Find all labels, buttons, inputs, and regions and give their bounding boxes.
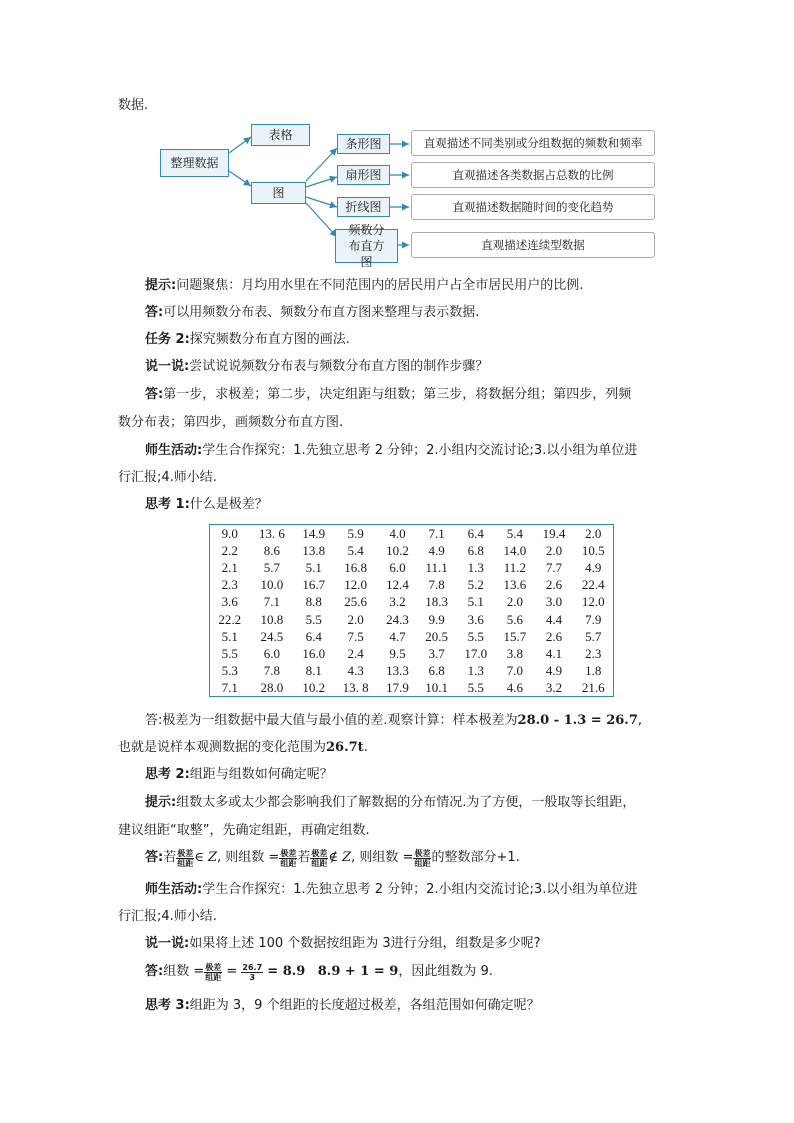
answer-label: 答: [145, 305, 164, 320]
fraction-denominator-2: 组距 [280, 858, 297, 868]
range-answer-line1 [145, 711, 642, 731]
table-cell: 5.5 [467, 628, 484, 644]
table-row [210, 593, 614, 610]
table-cell: 4.6 [506, 679, 523, 695]
hint2-line2: 建议组距“取整”，先确定组距，再确定组数. [118, 823, 370, 838]
diagram-type-bar: 条形图 [337, 134, 390, 154]
diagram-desc-bar: 直观描述不同类别或分组数据的频数和频率 [411, 130, 655, 156]
diagram-type-histogram: 频数分布直方图 [335, 229, 398, 263]
range-over-width-fraction-2 [279, 849, 297, 868]
table-cell: 2.0 [506, 594, 523, 610]
table-cell: 5.7 [585, 628, 602, 644]
table-cell: 12.0 [581, 594, 605, 610]
table-cell: 3.6 [467, 611, 484, 627]
table-cell: 4.7 [389, 628, 406, 644]
rule-comma: , [217, 850, 222, 865]
table-cell: 6.0 [389, 560, 406, 576]
table-cell: 7.8 [428, 577, 445, 593]
table-cell: 12.4 [386, 577, 409, 593]
range-value: 26.7t [326, 740, 364, 755]
table-cell: 10.2 [386, 543, 409, 559]
intro-fragment: 数据. [118, 98, 149, 113]
table-cell: 20.5 [425, 628, 448, 644]
table-cell: 17.0 [464, 645, 488, 661]
think2-text: 组距与组数如何确定呢？ [189, 767, 333, 782]
answer-paragraph [145, 303, 479, 323]
think3-label: 思考 3: [145, 998, 190, 1013]
table-cell: 7.0 [506, 662, 523, 678]
hint-text: 问题聚焦：月均用水里在不同范围内的居民用户占全市居民用户的比例. [176, 278, 584, 293]
table-cell: 6.4 [467, 526, 484, 542]
rule-then: 则组数 = [225, 850, 280, 865]
fraction-numerator-4: 极差 [414, 848, 431, 858]
think1-paragraph [145, 495, 268, 515]
activity-label: 师生活动: [145, 443, 203, 458]
hint-paragraph [145, 276, 583, 296]
table-cell: 5.9 [347, 526, 364, 542]
diagram-desc-pie: 直观描述各类数据占总数的比例 [411, 162, 655, 188]
range-answer-line2 [118, 738, 368, 758]
activity2-line1 [145, 880, 637, 900]
rule-if-2: 若 [297, 850, 311, 865]
diagram-chart-node: 图 [251, 182, 306, 204]
table-cell: 4.9 [585, 560, 602, 576]
hint2-line1 [145, 793, 635, 813]
diagram-table-node: 表格 [251, 124, 310, 146]
table-row [210, 542, 614, 559]
table-cell: 9.5 [389, 645, 406, 661]
table-cell: 12.0 [344, 577, 367, 593]
table-cell: 7.5 [347, 628, 364, 644]
table-cell: 21.6 [581, 679, 605, 695]
discuss2-text: 如果将上述 100 个数据按组距为 3进行分组，组数是多少呢? [189, 936, 541, 951]
table-cell: 9.9 [428, 611, 445, 627]
count-answer-label: 答: [145, 964, 164, 979]
not-in-integers: ∉ Z [328, 850, 352, 865]
table-row [210, 576, 614, 593]
steps-answer-line1 [145, 385, 631, 405]
table-cell: 10.0 [260, 577, 284, 593]
table-cell: 4.1 [545, 645, 563, 661]
hint2-label: 提示: [145, 795, 177, 810]
table-cell: 11.2 [503, 560, 526, 576]
range-over-width-fraction-3 [310, 849, 328, 868]
table-row [210, 559, 614, 576]
hint2-text1: 组数太多或太少都会影响我们了解数据的分布情况.为了方便，一般取等长组距， [176, 795, 636, 810]
task-text: 探究频数分布直方图的画法. [189, 332, 350, 347]
group-count-answer: 答: 组数 = $\frac{\text{极差}}{\text{组距}}$ = $\frac{26.7}{3}$ = 8.9 8.9 + 1 = 9 ，因此组数为 9. [145, 962, 493, 982]
table-cell: 5.1 [305, 560, 322, 576]
table-cell: 3.7 [428, 645, 445, 661]
count-post: ，因此组数为 9. [398, 964, 493, 979]
discuss-text: 尝试说说频数分布表与频数分布直方图的制作步骤？ [189, 359, 489, 374]
table-cell: 7.1 [221, 679, 238, 695]
rule-if: 若 [163, 850, 177, 865]
diagram-type-pie: 扇形图 [337, 165, 390, 185]
table-cell: 3.2 [389, 594, 406, 610]
table-cell: 5.7 [263, 560, 280, 576]
fraction-numerator-3: 极差 [311, 848, 328, 858]
think1-label: 思考 1: [145, 497, 190, 512]
table-cell: 24.3 [386, 611, 409, 627]
diagram-desc-line: 直观描述数据随时间的变化趋势 [411, 194, 655, 220]
activity-text1: 学生合作探究：1.先独立思考 2 分钟；2.小组内交流讨论;3.以小组为单位进 [202, 443, 638, 458]
table-cell: 5.6 [506, 611, 523, 627]
group-count-rule [145, 848, 520, 868]
table-cell: 28.0 [260, 679, 284, 695]
rule-then-2: 则组数 = [359, 850, 414, 865]
table-cell: 7.9 [585, 611, 602, 627]
table-cell: 10.5 [581, 543, 605, 559]
think2-label: 思考 2: [145, 767, 190, 782]
fraction-numerator-5: 极差 [205, 962, 222, 972]
think3-text: 组距为 3，9 个组距的长度超过极差，各组范围如何确定呢？ [189, 998, 540, 1013]
table-cell: 10.8 [260, 611, 284, 627]
discuss2-paragraph [145, 934, 541, 954]
table-cell: 24.5 [260, 628, 284, 644]
table-cell: 4.9 [545, 662, 563, 678]
table-cell: 8.1 [305, 662, 322, 678]
table-cell: 16.7 [302, 577, 326, 593]
table-cell: 5.5 [467, 679, 484, 695]
table-cell: 25.6 [344, 594, 367, 610]
numeric-denominator: 3 [249, 972, 256, 982]
table-row [210, 628, 614, 645]
table-cell: 2.3 [221, 577, 238, 593]
table-cell: 4.9 [428, 543, 445, 559]
table-cell: 5.5 [221, 645, 238, 661]
diagram-type-line: 折线图 [337, 197, 390, 217]
table-cell: 2.0 [347, 611, 364, 627]
table-cell: 7.8 [263, 662, 280, 678]
diagram-root: 整理数据 [160, 149, 229, 177]
table-cell: 4.4 [545, 611, 563, 627]
table-cell: 5.1 [221, 628, 238, 644]
table-cell: 3.2 [545, 679, 563, 695]
table-cell: 2.3 [585, 645, 602, 661]
fraction-denominator-5: 组距 [205, 972, 222, 982]
discuss-label: 说一说: [145, 359, 190, 374]
answer-text: 可以用频数分布表、频数分布直方图来整理与表示数据. [163, 305, 480, 320]
steps-answer-label: 答: [145, 387, 164, 402]
table-cell: 3.0 [545, 594, 563, 610]
table-cell: 22.2 [218, 611, 242, 627]
table-cell: 7.1 [428, 526, 445, 542]
table-cell: 8.8 [305, 594, 322, 610]
numeric-numerator: 26.7 [242, 962, 263, 972]
table-cell: 13. 6 [258, 526, 285, 542]
range-formula: 28.0 - 1.3 = 26.7 [517, 713, 638, 728]
table-cell: 8.6 [263, 543, 280, 559]
table-cell: 10.2 [302, 679, 326, 695]
table-cell: 4.3 [347, 662, 364, 678]
table-cell: 2.2 [221, 543, 238, 559]
table-cell: 5.1 [467, 594, 484, 610]
table-cell: 1.3 [467, 560, 484, 576]
table-cell: 18.3 [425, 594, 448, 610]
table-cell: 17.9 [386, 679, 409, 695]
table-cell: 2.0 [585, 526, 602, 542]
table-row [210, 679, 614, 697]
discuss-paragraph [145, 357, 488, 377]
table-cell: 19.4 [542, 526, 566, 542]
table-cell: 16.0 [302, 645, 326, 661]
think2-paragraph [145, 765, 333, 785]
numeric-fraction [241, 963, 263, 982]
discuss2-label: 说一说: [145, 936, 190, 951]
table-cell: 13.6 [503, 577, 527, 593]
diagram-desc-histogram: 直观描述连续型数据 [411, 232, 655, 258]
table-cell: 10.1 [425, 679, 448, 695]
table-cell: 1.8 [585, 662, 602, 678]
steps-answer-line2: 数分布表；第四步，画频数分布直方图. [118, 415, 344, 430]
table-cell: 6.8 [428, 662, 445, 678]
range-over-width-fraction [176, 849, 194, 868]
table-cell: 13.3 [386, 662, 409, 678]
range-answer-text1: 极差为一组数据中最大值与最小值的差.观察计算：样本极差为 [162, 713, 518, 728]
think3-paragraph [145, 996, 540, 1016]
range-answer-text2: 也就是说样本观测数据的变化范围为 [118, 740, 327, 755]
steps-answer-text1: 第一步，求极差；第二步，决定组距与组数；第三步，将数据分组；第四步，列频 [163, 387, 632, 402]
table-cell: 5.4 [506, 526, 523, 542]
table-cell: 16.8 [344, 560, 367, 576]
fraction-numerator: 极差 [177, 848, 194, 858]
data-table [209, 524, 614, 697]
fraction-denominator-3: 组距 [311, 858, 328, 868]
table-cell: 22.4 [581, 577, 605, 593]
rule-tail: 的整数部分+1. [431, 850, 520, 865]
range-answer-label: 答: [145, 713, 163, 728]
table-cell: 11.1 [425, 560, 448, 576]
table-cell: 3.8 [506, 645, 523, 661]
table-cell: 14.0 [503, 543, 527, 559]
table-row [210, 645, 614, 662]
table-cell: 2.6 [545, 628, 563, 644]
table-cell: 9.0 [221, 526, 238, 542]
table-cell: 2.4 [347, 645, 364, 661]
fraction-numerator-2: 极差 [280, 848, 297, 858]
table-cell: 6.8 [467, 543, 484, 559]
table-cell: 5.5 [305, 611, 322, 627]
activity-line2: 行汇报;4.师小结. [118, 470, 217, 485]
activity2-text1: 学生合作探究：1.先独立思考 2 分钟；2.小组内交流讨论;3.以小组为单位进 [202, 882, 638, 897]
table-cell: 2.1 [221, 560, 238, 576]
fraction-denominator: 组距 [177, 858, 194, 868]
in-integers: ∈ Z [194, 850, 218, 865]
count-pre: 组数 = [163, 964, 205, 979]
activity2-line2: 行汇报;4.师小结. [118, 909, 217, 924]
table-row [210, 525, 614, 543]
task-heading [145, 330, 350, 350]
activity-line1 [145, 441, 637, 461]
count-calc: 8.9 + 1 = 9 [317, 964, 399, 979]
table-cell: 14.9 [302, 526, 326, 542]
range-comma: , [637, 713, 643, 728]
fraction-denominator-4: 组距 [414, 858, 431, 868]
table-row [210, 662, 614, 679]
table-cell: 5.2 [467, 577, 484, 593]
count-eq: = 8.9 [267, 964, 306, 979]
table-cell: 2.6 [545, 577, 563, 593]
table-cell: 5.3 [221, 662, 238, 678]
range-over-width-fraction-5 [204, 963, 222, 982]
table-cell: 4.0 [389, 526, 406, 542]
task-label: 任务 2: [145, 332, 190, 347]
table-cell: 13.8 [302, 543, 326, 559]
rule-comma-2: , [351, 850, 356, 865]
range-over-width-fraction-4 [413, 849, 431, 868]
table-row [210, 610, 614, 627]
rule-label: 答: [145, 850, 164, 865]
activity2-label: 师生活动: [145, 882, 203, 897]
table-cell: 7.1 [263, 594, 280, 610]
table-cell: 5.4 [347, 543, 364, 559]
table-cell: 3.6 [221, 594, 238, 610]
table-cell: 2.0 [545, 543, 563, 559]
table-cell: 1.3 [467, 662, 484, 678]
table-cell: 13. 8 [342, 679, 369, 695]
hint-label: 提示: [145, 278, 177, 293]
think1-text: 什么是极差？ [189, 497, 268, 512]
table-cell: 7.7 [545, 560, 563, 576]
table-cell: 15.7 [503, 628, 527, 644]
table-cell: 6.0 [263, 645, 280, 661]
table-cell: 6.4 [305, 628, 322, 644]
range-period: . [363, 740, 368, 755]
